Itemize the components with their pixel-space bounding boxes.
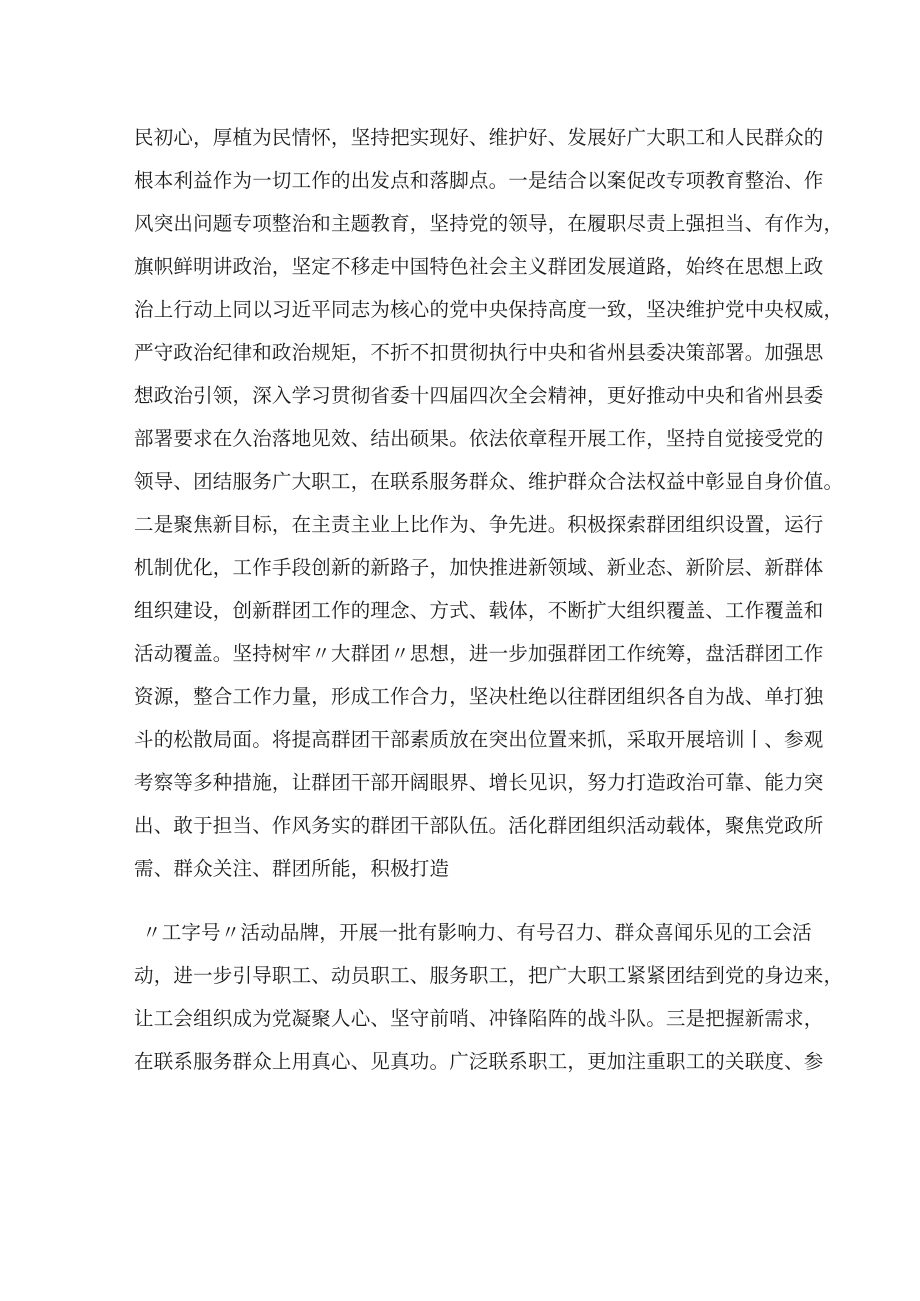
text-line: 严守政治纪律和政治规矩，不折不扣贯彻执行中央和省州县委决策部署。加强思 (134, 341, 824, 364)
text-line: 二是聚焦新目标，在主责主业上比作为、争先进。积极探索群团组织设置，运行 (134, 513, 824, 536)
text-line: 需、群众关注、群团所能，积极打造 (134, 857, 450, 880)
text-line: 活动覆盖。坚持树牢〃大群团〃思想，进一步加强群团工作统筹，盘活群团工作 (134, 642, 824, 665)
text-line: 〃工字号〃活动品牌，开展一批有影响力、有号召力、群众喜闻乐见的工会活 (142, 921, 812, 944)
text-line: 领导、团结服务广大职工，在联系服务群众、维护群众合法权益中彰显自身价值。 (134, 470, 844, 493)
text-line: 治上行动上同以习近平同志为核心的党中央保持高度一致，坚决维护党中央权威， (134, 298, 844, 321)
text-line: 斗的松散局面。将提高群团干部素质放在突出位置来抓，采取开展培训丨、参观 (134, 728, 824, 751)
text-line: 让工会组织成为党凝聚人心、坚守前哨、冲锋陷阵的战斗队。三是把握新需求， (134, 1007, 824, 1030)
text-line: 考察等多种措施，让群团干部开阔眼界、增长见识，努力打造政治可靠、能力突 (134, 771, 824, 794)
text-line: 部署要求在久治落地见效、结出硕果。依法依章程开展工作，坚持自觉接受党的 (134, 427, 824, 450)
text-line: 出、敢于担当、作风务实的群团干部队伍。活化群团组织活动载体，聚焦党政所 (134, 814, 824, 837)
body-text (134, 116, 844, 1083)
text-line: 组织建设，创新群团工作的理念、方式、载体，不断扩大组织覆盖、工作覆盖和 (134, 599, 824, 622)
text-line: 民初心，厚植为民情怀，坚持把实现好、维护好、发展好广大职工和人民群众的 (134, 126, 824, 149)
text-line: 在联系服务群众上用真心、见真功。广泛联系职工，更加注重职工的关联度、参 (134, 1050, 824, 1073)
text-line: 资源，整合工作力量，形成工作合力，坚决杜绝以往群团组织各自为战、单打独 (134, 685, 824, 708)
text-line: 机制优化，工作手段创新的新路子，加快推进新领域、新业态、新阶层、新群体 (134, 556, 824, 579)
text-line: 旗帜鲜明讲政治，坚定不移走中国特色社会主义群团发展道路，始终在思想上政 (134, 255, 824, 278)
text-line: 根本利益作为一切工作的出发点和落脚点。一是结合以案促改专项教育整治、作 (134, 169, 824, 192)
text-line: 想政治引领，深入学习贯彻省委十四届四次全会精神，更好推动中央和省州县委 (134, 384, 824, 407)
text-line: 动，进一步引导职工、动员职工、服务职工，把广大职工紧紧团结到党的身边来， (134, 964, 844, 987)
text-line: 风突出问题专项整治和主题教育，坚持党的领导，在履职尽责上强担当、有作为， (134, 212, 844, 235)
